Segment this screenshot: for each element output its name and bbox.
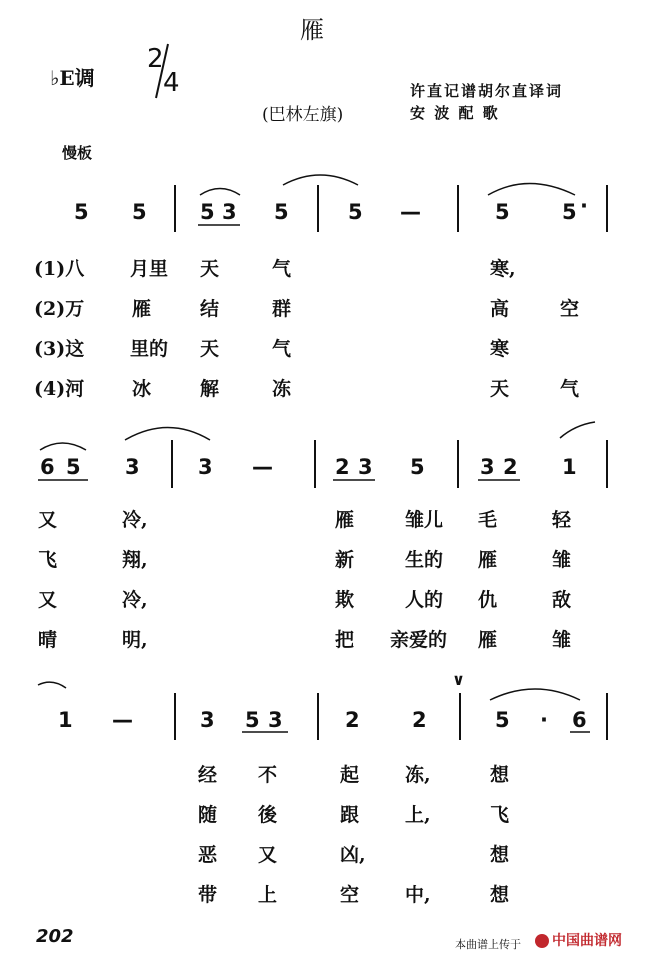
dash: —: [400, 200, 421, 224]
lyric: 寒,: [490, 258, 516, 280]
lyric: 又: [38, 589, 58, 611]
note: 1: [58, 708, 73, 732]
lyric: 亲爱的: [390, 629, 448, 651]
lyric: 新: [335, 549, 355, 571]
lyric: 天: [200, 338, 220, 360]
lyric: (3)这: [34, 338, 85, 360]
lyric: 解: [200, 378, 220, 400]
lyric: 轻: [552, 509, 572, 531]
note: 3: [480, 455, 495, 479]
lyric: 不: [258, 764, 278, 786]
lyric: 雁: [335, 509, 355, 531]
lyric: 明,: [122, 629, 148, 651]
lyric: (4)河: [34, 378, 85, 400]
lyric: 跟: [340, 804, 360, 826]
lyric: 想: [490, 884, 510, 906]
lyric: 雁: [132, 298, 152, 320]
lyric: 欺: [335, 589, 355, 611]
lyric: 凶,: [340, 844, 366, 866]
lyric: 经: [198, 764, 218, 786]
note: 5: [66, 455, 81, 479]
lyric: 冻,: [405, 764, 431, 786]
note: 5: [274, 200, 289, 224]
lyric: 人的: [405, 589, 444, 611]
lyric: 冰: [132, 378, 152, 400]
lyric: 寒: [490, 338, 510, 360]
page-number: 202: [36, 926, 74, 947]
lyric: 空: [340, 884, 360, 906]
note: 1: [562, 455, 577, 479]
song-title: 雁: [300, 16, 326, 44]
lyric: 起: [340, 764, 360, 786]
note: 3: [268, 708, 283, 732]
lyric: 雁: [478, 629, 498, 651]
site-logo: [535, 930, 622, 950]
note: 2: [345, 708, 360, 732]
lyric: (1)八: [34, 258, 85, 280]
note: 3: [358, 455, 373, 479]
note: 5: [132, 200, 147, 224]
note: 5: [495, 708, 510, 732]
lyric: 敌: [552, 589, 572, 611]
lyric: 雁: [478, 549, 498, 571]
lyric: 上: [258, 884, 278, 906]
augmentation-dot: ·: [540, 708, 548, 732]
time-signature-top: 2: [147, 44, 164, 74]
lyric: 冷,: [122, 509, 148, 531]
lyric: 结: [200, 298, 220, 320]
credit-line-2: 安 波 配 歌: [410, 104, 500, 122]
lyric: 中,: [405, 884, 431, 906]
lyric: 高: [490, 298, 510, 320]
lyric: 把: [335, 629, 355, 651]
lyric: 毛: [478, 509, 498, 531]
lyric: 群: [272, 298, 292, 320]
note: 3: [125, 455, 140, 479]
note: 6: [572, 708, 587, 732]
lyric: 上,: [405, 804, 431, 826]
dash: —: [112, 708, 133, 732]
lyric: 雏: [552, 549, 572, 571]
note: 5: [562, 200, 577, 224]
note: 5: [348, 200, 363, 224]
lyric: 晴: [38, 629, 58, 651]
note: 3: [222, 200, 237, 224]
lyric: 冻: [272, 378, 292, 400]
lyric: 里的: [130, 338, 169, 360]
credit-line-1: 许直记谱胡尔直译词: [410, 82, 564, 100]
logo-icon: [535, 934, 549, 948]
key-signature: ♭E调: [50, 66, 95, 90]
note: 2: [503, 455, 518, 479]
lyric: 翔,: [122, 549, 148, 571]
upload-note: 本曲谱上传于: [455, 938, 521, 951]
lyric: 气: [272, 338, 292, 360]
note: 5: [410, 455, 425, 479]
lyric: 恶: [198, 844, 218, 866]
lyric: 冷,: [122, 589, 148, 611]
lyric: 飞: [490, 804, 510, 826]
lyric: 生的: [405, 549, 444, 571]
lyric: 天: [200, 258, 220, 280]
lyric: 又: [38, 509, 58, 531]
logo-text: 中国曲谱网: [552, 933, 622, 949]
note: 3: [200, 708, 215, 732]
lyric: 又: [258, 844, 278, 866]
note: 5: [245, 708, 260, 732]
note: 3: [198, 455, 213, 479]
breath-mark: ∨: [452, 670, 465, 689]
lyric: 仇: [478, 589, 498, 611]
lyric: 空: [560, 298, 580, 320]
region-label: (巴林左旗): [262, 105, 344, 125]
lyric: (2)万: [34, 298, 85, 320]
note: 5: [74, 200, 89, 224]
lyric: 天: [490, 378, 510, 400]
tempo-marking: 慢板: [62, 144, 93, 162]
lyric: 雏: [552, 629, 572, 651]
lyric: 想: [490, 764, 510, 786]
lyric: 雏儿: [405, 509, 444, 531]
lyric: 後: [258, 804, 278, 826]
lyric: 气: [272, 258, 292, 280]
time-signature-bottom: 4: [163, 68, 180, 98]
lyric: 随: [198, 804, 218, 826]
augmentation-dot: ·: [580, 194, 588, 218]
note: 2: [412, 708, 427, 732]
lyric: 想: [490, 844, 510, 866]
lyric: 月里: [130, 258, 169, 280]
note: 2: [335, 455, 350, 479]
lyric: 气: [560, 378, 580, 400]
note: 6: [40, 455, 55, 479]
note: 5: [200, 200, 215, 224]
dash: —: [252, 455, 273, 479]
note: 5: [495, 200, 510, 224]
lyric: 飞: [38, 549, 58, 571]
lyric: 带: [198, 884, 218, 906]
